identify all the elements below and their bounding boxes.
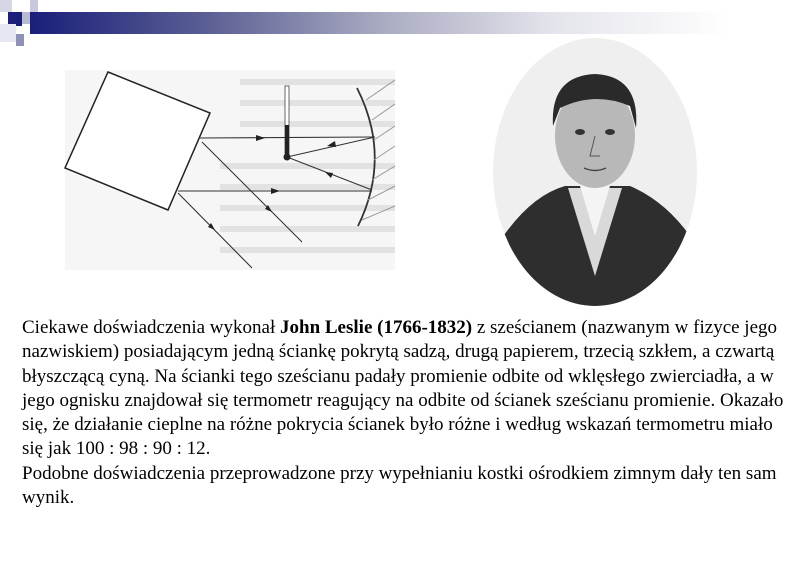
slide-body <box>22 316 792 510</box>
leslie-cube-diagram <box>0 0 420 290</box>
paragraph-cold-medium: Podobne doświadczenia przeprowadzone przy wypełnianiu kostki ośrodkiem zimnym dały ten sam wynik. <box>22 462 777 509</box>
text-run: z sześcianem (nazwanym w fizyce jego nazwiskiem) posiadającym jedną ściankę pokrytą sadzą, drugą papierem, trzecią szkłem, a czwartą błyszczącą cyną. Na ścianki tego sześcianu padały promienie odbite od wklęsłego zwierciadła, a w jego ognisku znajdował się termometr reagujący na odbite od ścianek sześcianu promienie. Okazało się, że działanie cieplne na różne pokrycia ścianek było różne i według wskazań termometru miało się jak 100 : 98 : 90 : 12. <box>22 317 784 460</box>
john-leslie-portrait <box>490 36 700 311</box>
text-run: Ciekawe doświadczenia wykonał <box>22 317 280 338</box>
paragraph-leslie-experiment <box>22 316 792 462</box>
person-name-bold: John Leslie (1766-1832) <box>280 317 473 338</box>
